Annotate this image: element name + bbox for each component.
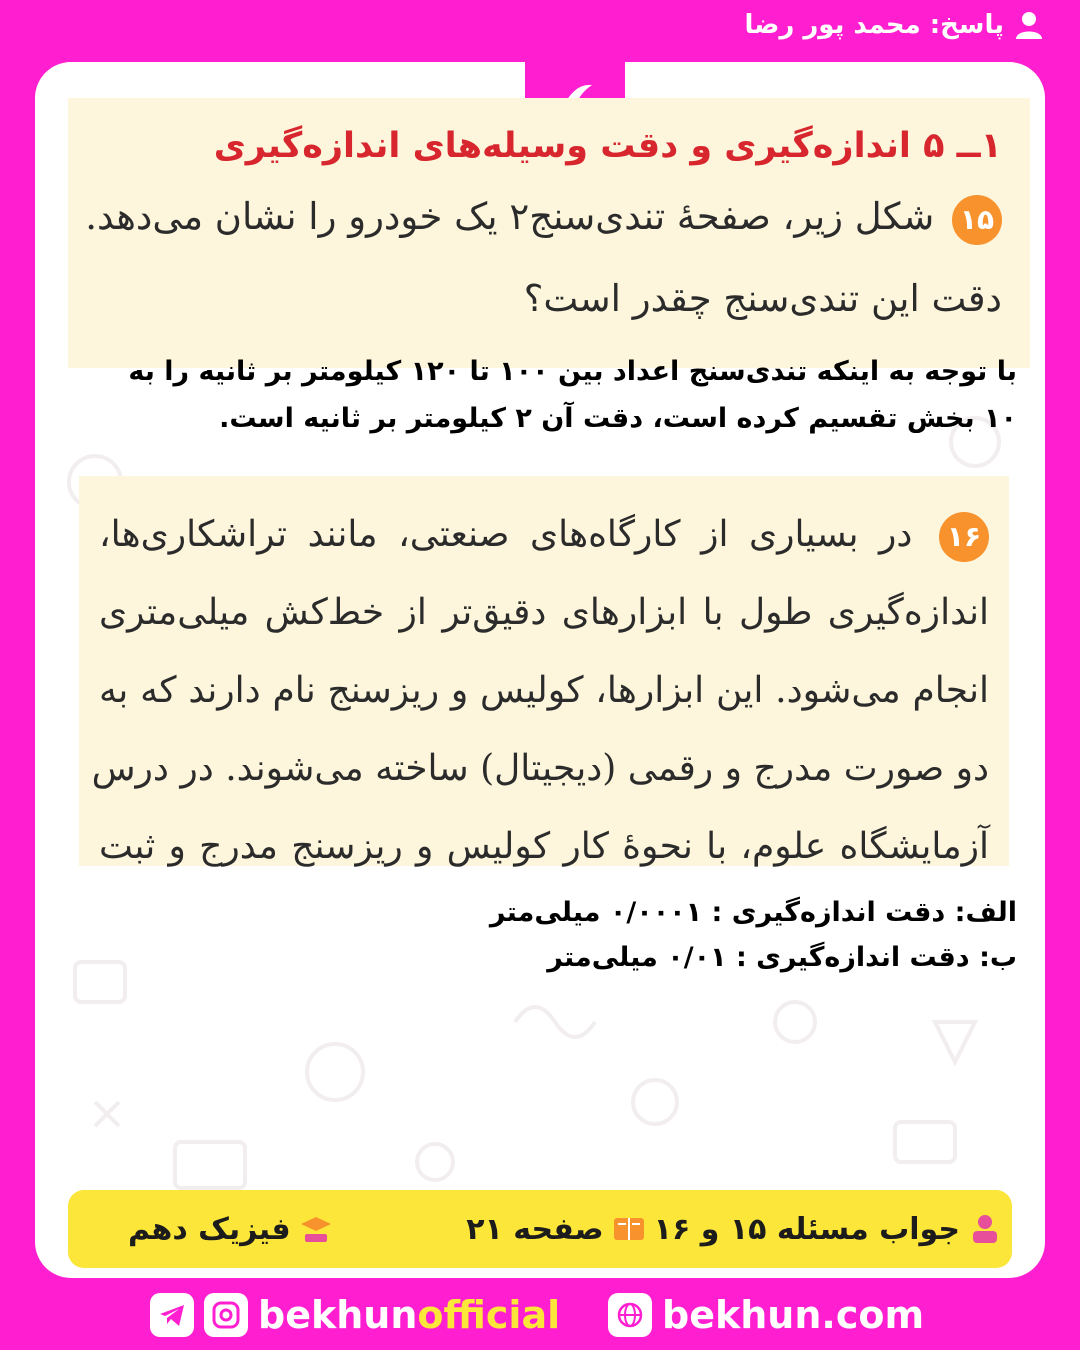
- question-15-text-1: شکل زیر، صفحهٔ تندی‌سنج۲ یک خودرو را نشان می‌دهد.: [85, 195, 935, 238]
- telegram-icon[interactable]: [150, 1293, 194, 1337]
- answerer-label: [744, 10, 1044, 40]
- question-16-box: [79, 476, 1009, 866]
- social-handle-part2: official: [417, 1293, 561, 1337]
- globe-icon[interactable]: [608, 1293, 652, 1337]
- question-16-line-1: [99, 496, 989, 574]
- social-handle-part1: bekhun: [258, 1293, 418, 1337]
- footer-subject-label: فیزیک دهم: [128, 1211, 291, 1247]
- instagram-icon[interactable]: [204, 1293, 248, 1337]
- footer-bar: [68, 1190, 1012, 1268]
- content-card: [35, 62, 1045, 1278]
- question-16-line-5: آزمایشگاه علوم، با نحوهٔ کار کولیس و ریزسنج مدرج و ثبت: [99, 826, 989, 867]
- question-16-line-2: اندازه‌گیری طول با ابزارهای دقیق‌تر از خط‌کش میلی‌متری: [99, 592, 989, 633]
- answer-16-line-2: ب: دقت اندازه‌گیری : ۰/۰۱ میلی‌متر: [547, 942, 1017, 973]
- teacher-icon: [968, 1212, 1002, 1246]
- answer-15: [57, 348, 1017, 442]
- footer-page-label: صفحه ۲۱: [466, 1211, 604, 1247]
- answerer-text: پاسخ: محمد پور رضا: [744, 10, 1004, 40]
- user-icon: [1014, 10, 1044, 40]
- section-title: ۱ــ ۵ اندازه‌گیری و دقت وسیله‌های اندازه‌گیری: [213, 126, 1002, 166]
- answer-16-line-1: الف: دقت اندازه‌گیری : ۰/۰۰۰۱ میلی‌متر: [489, 897, 1017, 928]
- social-website[interactable]: [608, 1290, 924, 1340]
- website-label[interactable]: bekhun.com: [662, 1293, 925, 1337]
- social-instagram-telegram[interactable]: [150, 1290, 560, 1340]
- question-16-line-4: دو صورت مدرج و رقمی (دیجیتال) ساخته می‌شوند. در درس: [91, 748, 989, 789]
- question-16-text-1: در بسیاری از کارگاه‌های صنعتی، مانند تراشکاری‌ها،: [99, 514, 913, 555]
- open-book-icon: [612, 1212, 646, 1246]
- answer-15-line-1: با توجه به اینکه تندی‌سنج اعداد بین ۱۰۰ تا ۱۲۰ کیلومتر بر ثانیه را به: [128, 356, 1017, 387]
- question-16-line-3: انجام می‌شود. این ابزارها، کولیس و ریزسنج نام دارند که به: [99, 670, 989, 711]
- question-15-number: ۱۵: [952, 195, 1002, 245]
- footer-answer-label: جواب مسئله ۱۵ و ۱۶: [653, 1211, 960, 1247]
- footer-subject: [128, 1212, 333, 1247]
- graduation-cap-icon: [299, 1212, 333, 1246]
- answer-15-line-2: ۱۰ بخش تقسیم کرده است، دقت آن ۲ کیلومتر بر ثانیه است.: [219, 403, 1017, 434]
- question-16-number: ۱۶: [939, 512, 989, 562]
- footer-answer-info: [466, 1212, 1002, 1247]
- answer-16: [57, 890, 1017, 980]
- question-15-line-1: [85, 176, 1002, 258]
- question-15-line-2: دقت این تندی‌سنج چقدر است؟: [523, 277, 1002, 320]
- question-15-box: [68, 98, 1030, 368]
